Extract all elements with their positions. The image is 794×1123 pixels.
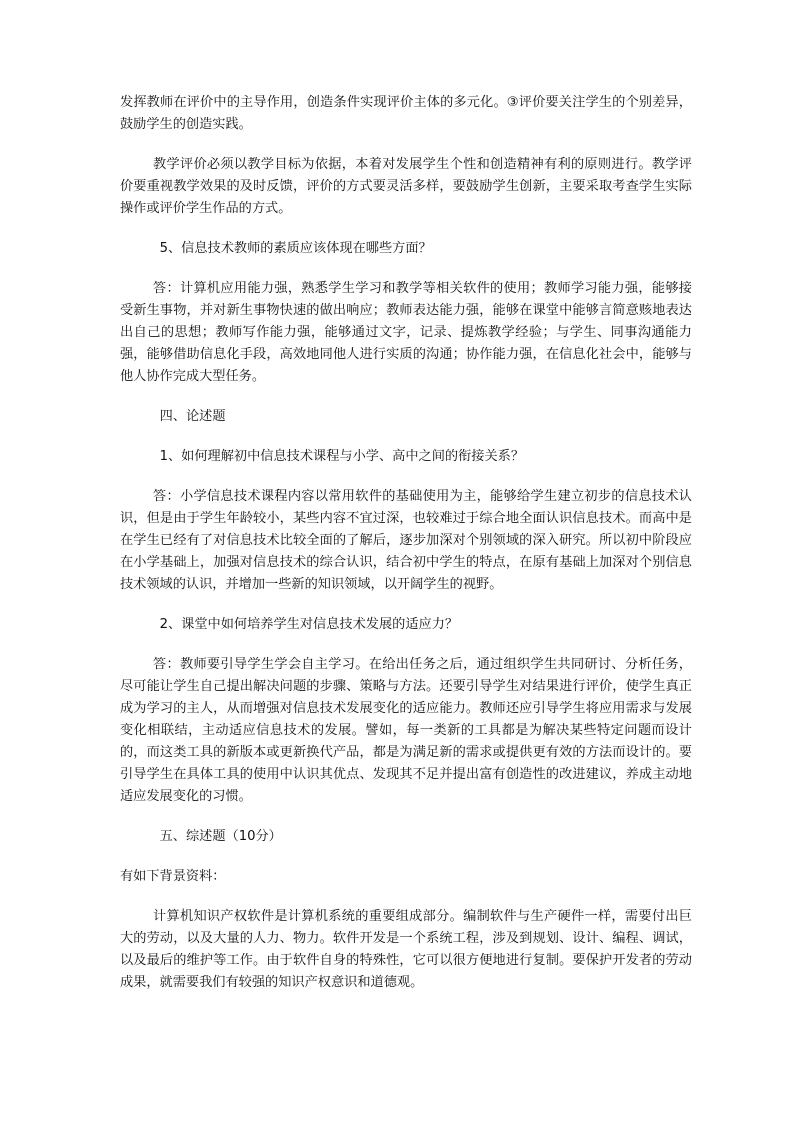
- answer-4-1: 答：小学信息技术课程内容以常用软件的基础使用为主，能够给学生建立初步的信息技术认识，但是由于学生年龄较小，某些内容不宜过深，也较难过于综合地全面认识信息技术。而高中是在学生已经有了对信息技术比较全面的了解后，逐步加深对个别领域的深入研究。所以初中阶段应在小学基础上，加强对信息技术的综合认识，结合初中学生的特点，在原有基础上加深对个别信息技术领域的认识，并增加一些新的知识领域，以开阔学生的视野。: [120, 489, 692, 592]
- answer-5: 答：计算机应用能力强，熟悉学生学习和教学等相关软件的使用；教师学习能力强，能够接受新生事物，并对新生事物快速的做出响应；教师表达能力强，能够在课堂中能够言简意赅地表达出自己的思想；教师写作能力强，能够通过文字，记录、提炼教学经验；与学生、同事沟通能力强，能够借助信息化手段，高效地同他人进行实质的沟通；协作能力强，在信息化社会中，能够与他人协作完成大型任务。: [120, 281, 692, 384]
- paragraph-evaluation-principles: 发挥教师在评价中的主导作用，创造条件实现评价主体的多元化。③评价要关注学生的个别差异，鼓励学生的创造实践。: [120, 95, 692, 132]
- section-5-heading: 五、综述题（10分）: [159, 829, 282, 844]
- paragraph-evaluation-basis: 教学评价必须以教学目标为依据，本着对发展学生个性和创造精神有利的原则进行。教学评价要重视教学效果的及时反馈，评价的方式要灵活多样，要鼓励学生创新，主要采取考查学生实际操作或评价学生作品的方式。: [120, 157, 692, 216]
- section-4-heading: 四、论述题: [159, 409, 226, 424]
- answer-4-2: 答：教师要引导学生学会自主学习。在给出任务之后，通过组织学生共同研讨、分析任务，尽可能让学生自己提出解决问题的步骤、策略与方法。还要引导学生对结果进行评价，使学生真正成为学习的主人，从而增强对信息技术发展变化的适应能力。教师还应引导学生将应用需求与发展变化相联结，主动适应信息技术的发展。譬如，每一类新的工具都是为解决某些特定问题而设计的，而这类工具的新版本或更新换代产品，都是为满足新的需求或提供更有效的方法而设计的。要引导学生在具体工具的使用中认识其优点、发现其不足并提出富有创造性的改进建议，养成主动地适应发展变化的习惯。: [120, 657, 692, 804]
- background-intro: 有如下背景资料：: [120, 869, 226, 884]
- question-4-2: 2、课堂中如何培养学生对信息技术发展的适应力？: [159, 617, 459, 632]
- background-material: 计算机知识产权软件是计算机系统的重要组成部分。编制软件与生产硬件一样，需要付出巨大的劳动，以及大量的人力、物力。软件开发是一个系统工程，涉及到规划、设计、编程、调试，以及最后的维护等工作。由于软件自身的特殊性，它可以很方便地进行复制。要保护开发者的劳动成果，就需要我们有较强的知识产权意识和道德观。: [120, 909, 692, 990]
- question-5: 5、信息技术教师的素质应该体现在哪些方面？: [159, 241, 432, 256]
- document-page: [120, 92, 692, 994]
- question-4-1: 1、如何理解初中信息技术课程与小学、高中之间的衔接关系？: [159, 449, 525, 464]
